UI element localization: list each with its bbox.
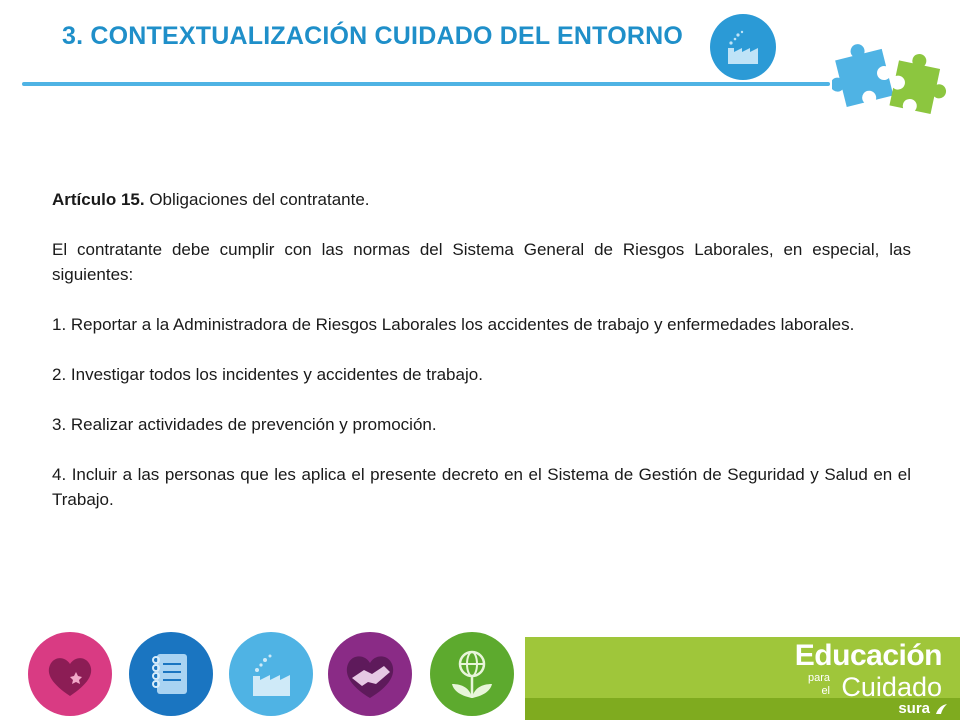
brand-para-text: para	[807, 672, 830, 684]
obligation-item-2: 2. Investigar todos los incidentes y accidentes de trabajo.	[52, 365, 483, 384]
article-heading	[52, 187, 911, 212]
brand-panel	[525, 637, 960, 720]
handshake-icon	[328, 632, 412, 716]
slide-title: 3. CONTEXTUALIZACIÓN CUIDADO DEL ENTORNO	[62, 22, 683, 50]
article-title: Obligaciones del contratante.	[144, 190, 370, 209]
brand-el-text: el	[821, 685, 830, 697]
article-body	[52, 187, 911, 537]
brand-sub	[795, 672, 942, 702]
brand-main-text: Educación	[794, 639, 942, 672]
sura-logo-text: sura	[898, 700, 930, 717]
globe-plant-icon	[430, 632, 514, 716]
heart-icon	[28, 632, 112, 716]
factory-icon	[229, 632, 313, 716]
puzzle-pieces-icon	[832, 38, 952, 122]
obligation-item-4: 4. Incluir a las personas que les aplica el presente decreto en el Sistema de Gestión de Seguridad y Salud en el Trabajo.	[52, 465, 911, 509]
notebook-icon	[129, 632, 213, 716]
sura-mark-icon	[934, 702, 948, 716]
factory-icon	[710, 14, 776, 80]
title-underline	[22, 82, 830, 86]
obligation-item-1: 1. Reportar a la Administradora de Riesgos Laborales los accidentes de trabajo y enfermedades laborales.	[52, 315, 855, 334]
brand-logo	[795, 640, 942, 702]
brand-cuidado-text: Cuidado	[841, 672, 942, 702]
article-label: Artículo 15.	[52, 190, 145, 209]
article-intro: El contratante debe cumplir con las normas del Sistema General de Riesgos Laborales, en especial, las siguientes:	[52, 240, 911, 284]
obligation-item-3: 3. Realizar actividades de prevención y promoción.	[52, 415, 437, 434]
